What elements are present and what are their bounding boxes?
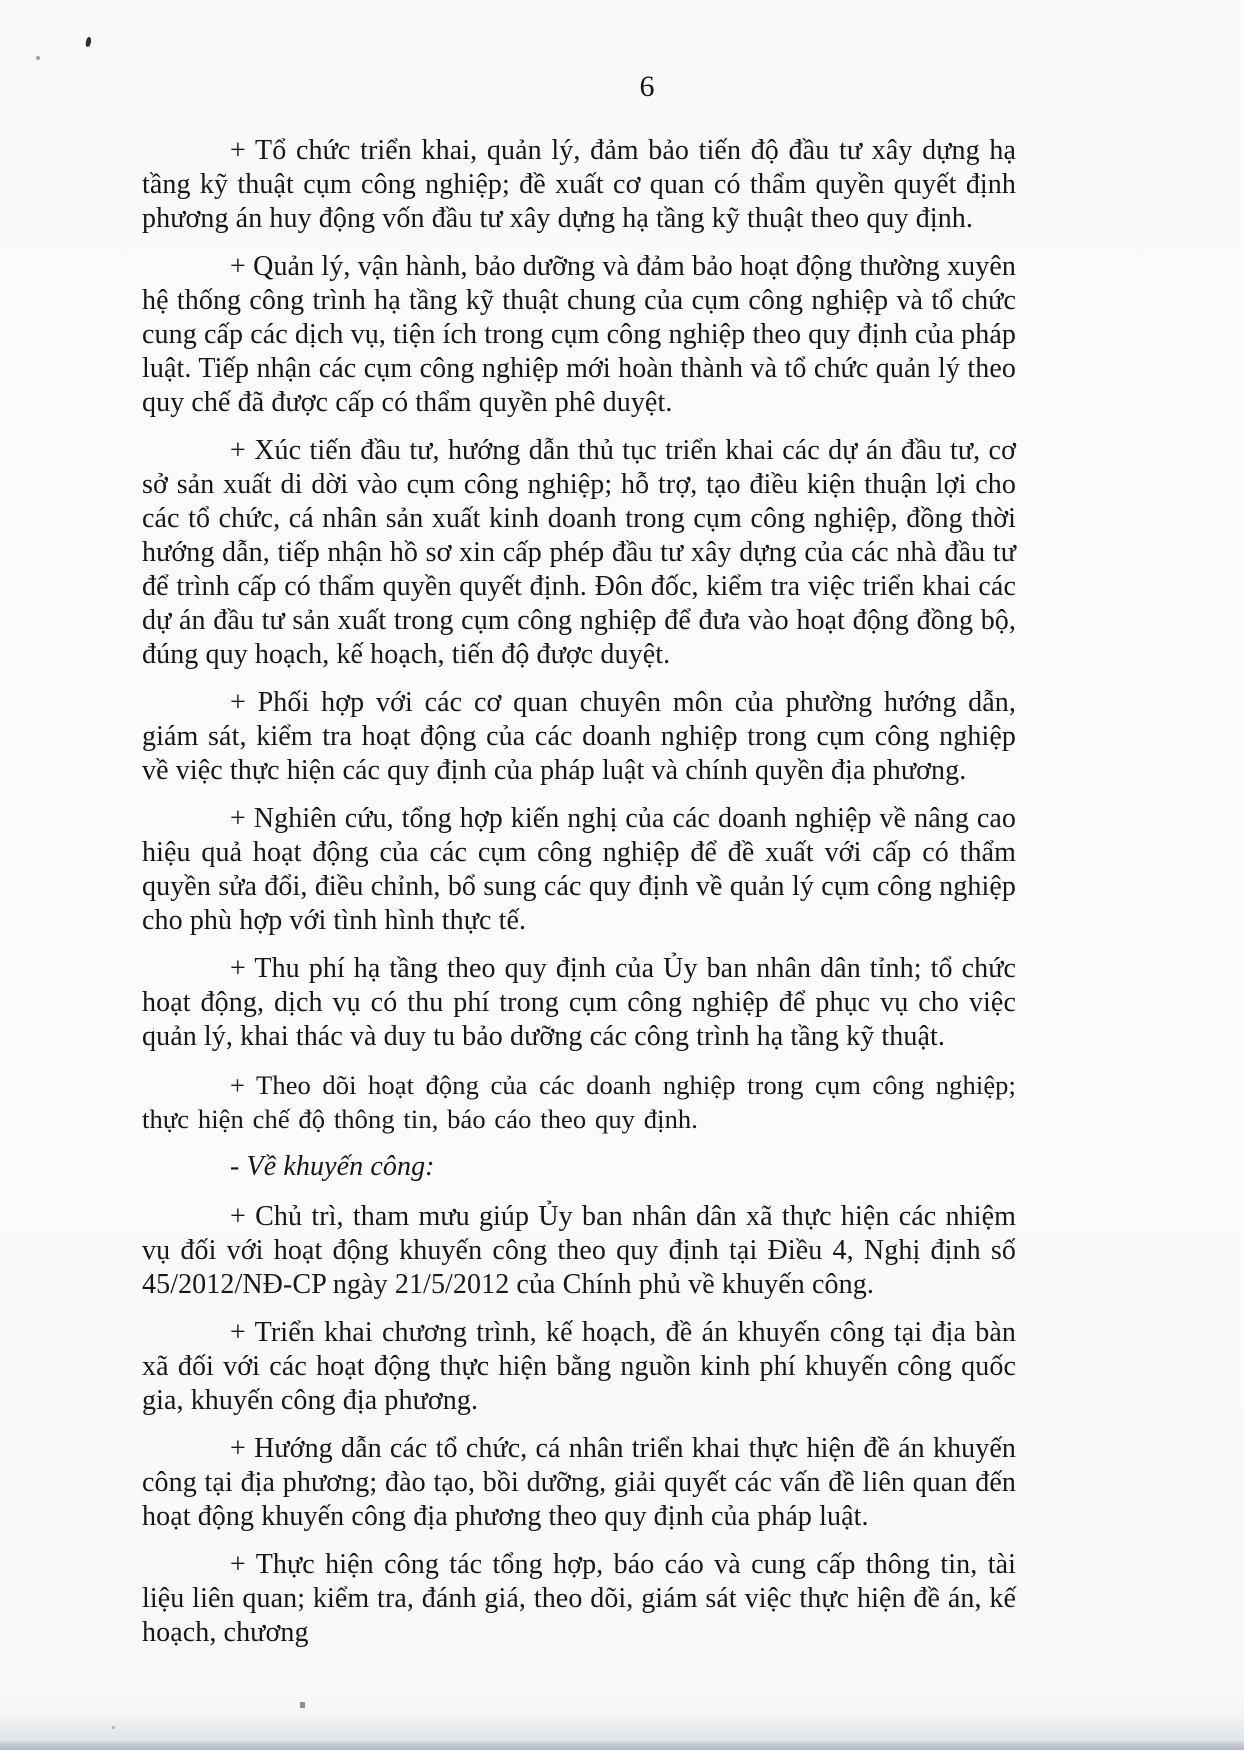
paragraph-infrastructure-fees: + Thu phí hạ tầng theo quy định của Ủy ban nhân dân tỉnh; tổ chức hoạt động, dịch vụ có thu phí trong cụm công nghiệp để phục vụ cho việc quản lý, khai thác và duy tu bảo dưỡng các công trình hạ tầng kỹ thuật. [142,953,1016,1052]
paragraph-guidance-training: + Hướng dẫn các tổ chức, cá nhân triển khai thực hiện đề án khuyến công tại địa phương; đào tạo, bồi dưỡng, giải quyết các vấn đề liên quan đến hoạt động khuyến công địa phương theo quy định của pháp luật. [142,1433,1016,1532]
scan-speck [36,56,40,60]
paragraph-investment-promotion: + Xúc tiến đầu tư, hướng dẫn thủ tục triển khai các dự án đầu tư, cơ sở sản xuất di dời vào cụm công nghiệp; hỗ trợ, tạo điều kiện thuận lợi cho các tổ chức, cá nhân sản xuất kinh doanh trong cụm công nghiệp, đồng thời hướng dẫn, tiếp nhận hồ sơ xin cấp phép đầu tư xây dựng của các nhà đầu tư để trình cấp có thẩm quyền quyết định. Đôn đốc, kiểm tra việc triển khai các dự án đầu tư sản xuất trong cụm công nghiệp để đưa vào hoạt động đồng bộ, đúng quy hoạch, kế hoạch, tiến độ được duyệt. [142,435,1016,670]
paragraph-coordination-inspection: + Phối hợp với các cơ quan chuyên môn của phường hướng dẫn, giám sát, kiểm tra hoạt động của các doanh nghiệp trong cụm công nghiệp về việc thực hiện các quy định của pháp luật và chính quyền địa phương. [142,687,1016,786]
paragraph-cluster-investment: + Tổ chức triển khai, quản lý, đảm bảo tiến độ đầu tư xây dựng hạ tầng kỹ thuật cụm công nghiệp; đề xuất cơ quan có thẩm quyền quyết định phương án huy động vốn đầu tư xây dựng hạ tầng kỹ thuật theo quy định. [142,135,1016,234]
paragraph-enterprise-monitoring: + Theo dõi hoạt động của các doanh nghiệp trong cụm công nghiệp; thực hiện chế độ thông tin, báo cáo theo quy định. [142,1070,1016,1134]
page-number: 6 [639,70,655,103]
scan-speck [300,1702,305,1708]
document-body [142,134,1016,1650]
scan-speck [85,37,92,48]
paragraph-reporting-evaluation: + Thực hiện công tác tổng hợp, báo cáo và cung cấp thông tin, tài liệu liên quan; kiểm tra, đánh giá, theo dõi, giám sát việc thực hiện đề án, kế hoạch, chương [142,1549,1016,1648]
paragraph-operation-maintenance: + Quản lý, vận hành, bảo dưỡng và đảm bảo hoạt động thường xuyên hệ thống công trình hạ tầng kỹ thuật chung của cụm công nghiệp và tổ chức cung cấp các dịch vụ, tiện ích trong cụm công nghiệp theo quy định của pháp luật. Tiếp nhận các cụm công nghiệp mới hoàn thành và tổ chức quản lý theo quy chế đã được cấp có thẩm quyền phê duyệt. [142,251,1016,418]
paragraph-research-proposals: + Nghiên cứu, tổng hợp kiến nghị của các doanh nghiệp về nâng cao hiệu quả hoạt động của các cụm công nghiệp để đề xuất với cấp có thẩm quyền sửa đổi, điều chỉnh, bổ sung các quy định về quản lý cụm công nghiệp cho phù hợp với tình hình thực tế. [142,803,1016,936]
paragraph-advisory-decree: + Chủ trì, tham mưu giúp Ủy ban nhân dân xã thực hiện các nhiệm vụ đối với hoạt động khuyến công theo quy định tại Điều 4, Nghị định số 45/2012/NĐ-CP ngày 21/5/2012 của Chính phủ về khuyến công. [142,1201,1016,1300]
section-heading-khuyen-cong: - Về khuyến công: [230,1151,435,1182]
scan-edge-band [0,1737,1244,1750]
paragraph-program-implementation: + Triển khai chương trình, kế hoạch, đề án khuyến công tại địa bàn xã đối với các hoạt động thực hiện bằng nguồn kinh phí khuyến công quốc gia, khuyến công địa phương. [142,1317,1016,1416]
